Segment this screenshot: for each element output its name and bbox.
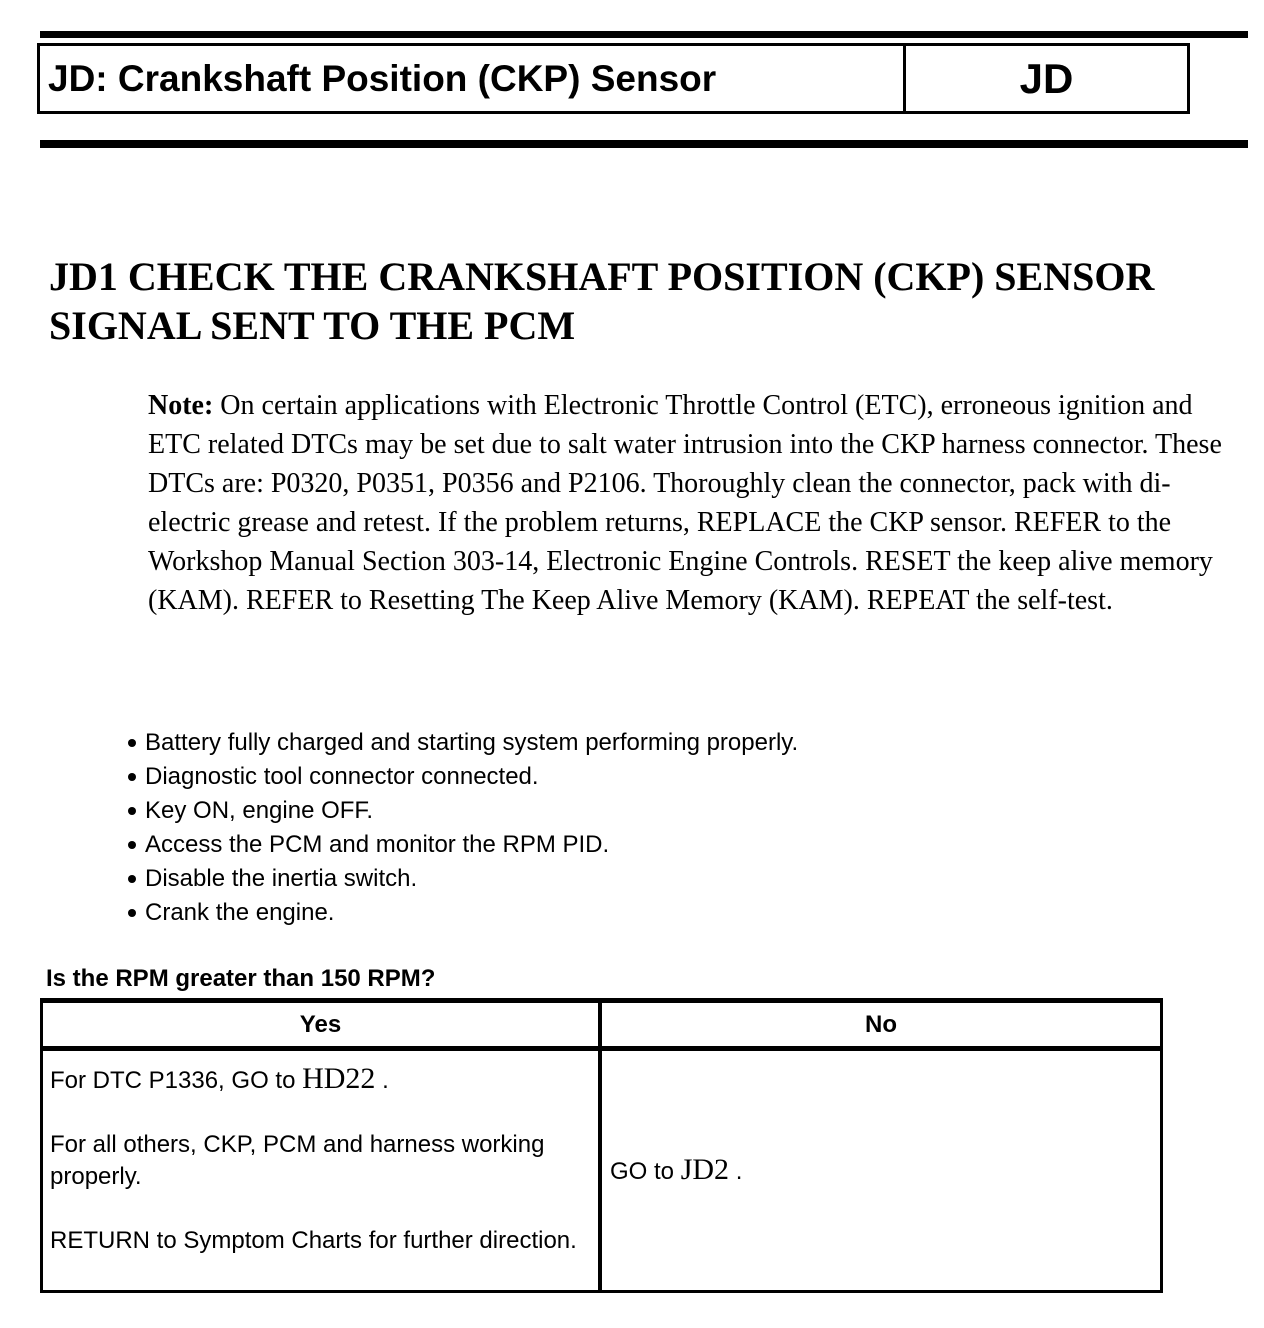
yes-cell-paragraph-3: RETURN to Symptom Charts for further direction. [50, 1227, 577, 1254]
section-code-cell [903, 46, 1187, 111]
list-item-text: Diagnostic tool connector connected. [145, 763, 539, 790]
list-item [128, 726, 1128, 760]
decision-table [40, 998, 1163, 1293]
yes-cell-paragraph-2: For all others, CKP, PCM and harness working properly. [50, 1131, 545, 1190]
list-item [128, 794, 1128, 828]
no-prefix: GO to [610, 1157, 681, 1185]
no-cell-paragraph [610, 1154, 742, 1188]
list-item [128, 828, 1128, 862]
list-item [128, 896, 1128, 930]
xref-link-hd22[interactable]: HD22 [302, 1062, 376, 1095]
page-header [37, 43, 1190, 114]
no-column-header: No [865, 1010, 897, 1038]
decision-table-body-row [43, 1051, 1160, 1290]
bullet-icon [128, 739, 136, 747]
list-item-text: Key ON, engine OFF. [145, 797, 374, 824]
bullet-icon [128, 773, 136, 781]
yes-p1-prefix: For DTC P1336, GO to [50, 1067, 303, 1094]
section-code: JD [1019, 54, 1074, 102]
list-item-text: Access the PCM and monitor the RPM PID. [145, 831, 610, 858]
bullet-icon [128, 875, 136, 883]
page-title: JD: Crankshaft Position (CKP) Sensor [48, 57, 717, 99]
procedure-heading [49, 252, 1209, 350]
yes-column-header: Yes [43, 1003, 602, 1046]
procedure-heading-line1: JD1 CHECK THE CRANKSHAFT POSITION (CKP) SENSOR [49, 254, 1155, 299]
list-item-text: Crank the engine. [145, 899, 335, 926]
xref-link-jd2[interactable]: JD2 [680, 1152, 730, 1186]
bullet-icon [128, 807, 136, 815]
top-rule [40, 31, 1248, 38]
list-item [128, 760, 1128, 794]
precondition-list [128, 726, 1128, 930]
yes-cell [43, 1051, 602, 1290]
list-item-text: Disable the inertia switch. [145, 865, 418, 892]
header-bottom-rule [40, 140, 1248, 148]
procedure-heading-line2: SIGNAL SENT TO THE PCM [49, 303, 576, 348]
no-cell [602, 1051, 1160, 1290]
bullet-icon [128, 841, 136, 849]
note-label: Note: [148, 390, 214, 421]
bullet-icon [128, 909, 136, 917]
note-paragraph [148, 386, 1232, 620]
note-body: On certain applications with Electronic Throttle Control (ETC), erroneous ignition and ETC related DTCs may be set due to salt water intrusion into the CKP harness connector. These DTCs are: P0320, P0351, P0356 and P2106. Thoroughly clean the connector, pack with di-electric grease and retest. If the problem returns, REPLACE the CKP sensor. REFER to the Workshop Manual Section 303-14, Electronic Engine Controls. RESET the keep alive memory (KAM). REFER to Resetting The Keep Alive Memory (KAM). REPEAT the self-test. [148, 390, 1222, 616]
no-suffix: . [729, 1157, 743, 1185]
decision-table-header-row [43, 1003, 1160, 1051]
list-item-text: Battery fully charged and starting system performing properly. [145, 729, 799, 756]
list-item [128, 862, 1128, 896]
decision-question: Is the RPM greater than 150 RPM? [46, 965, 436, 992]
yes-cell-paragraph-1 [50, 1063, 584, 1097]
yes-p1-suffix: . [375, 1067, 389, 1094]
page-title-cell [40, 46, 903, 111]
